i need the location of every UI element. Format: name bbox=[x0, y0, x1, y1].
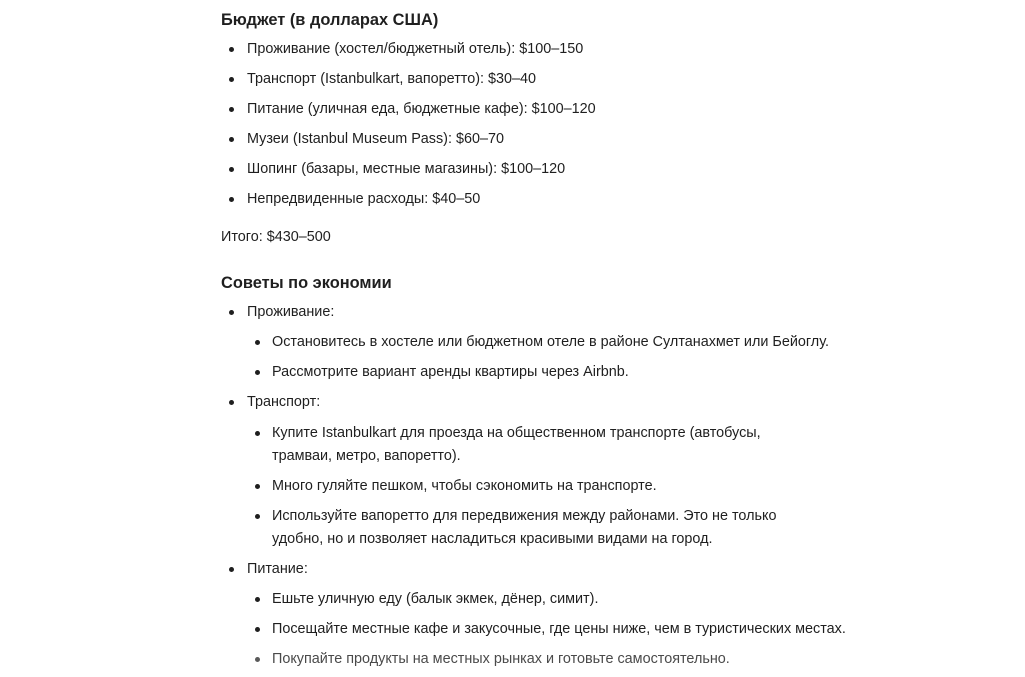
tip-item: Купите Istanbulkart для проезда на общественном транспорте (автобусы, трамваи, метро, вапоретто). bbox=[272, 422, 812, 468]
budget-item-value: $100–120 bbox=[497, 161, 566, 177]
category-colon: : bbox=[303, 561, 308, 577]
budget-total bbox=[221, 226, 331, 249]
budget-item-label: Питание (уличная еда, бюджетные кафе): bbox=[247, 101, 528, 117]
budget-item bbox=[247, 98, 596, 121]
tips-category-food bbox=[247, 558, 308, 581]
tip-item: Много гуляйте пешком, чтобы сэкономить на транспорте. bbox=[272, 475, 657, 498]
budget-total-label: Итого: bbox=[221, 229, 263, 245]
budget-item bbox=[247, 128, 504, 151]
budget-heading: Бюджет (в долларах США) bbox=[221, 11, 439, 29]
budget-item-label: Транспорт (Istanbulkart, вапоретто): bbox=[247, 71, 485, 87]
budget-item bbox=[247, 188, 480, 211]
budget-item-value: $100–120 bbox=[527, 101, 596, 117]
budget-item-label: Проживание (хостел/бюджетный отель): bbox=[247, 41, 516, 57]
category-label: Проживание bbox=[247, 304, 331, 320]
budget-item bbox=[247, 68, 536, 91]
budget-item bbox=[247, 38, 583, 61]
budget-item-label: Шопинг (базары, местные магазины): bbox=[247, 161, 498, 177]
tip-item: Рассмотрите вариант аренды квартиры через Airbnb. bbox=[272, 361, 629, 384]
tip-item: Остановитесь в хостеле или бюджетном отеле в районе Султанахмет или Бейоглу. bbox=[272, 331, 829, 354]
category-colon: : bbox=[316, 394, 321, 410]
budget-item-value: $30–40 bbox=[484, 71, 537, 87]
category-colon: : bbox=[330, 304, 335, 320]
budget-item-value: $40–50 bbox=[428, 191, 481, 207]
category-label: Транспорт bbox=[247, 394, 317, 410]
budget-total-value: $430–500 bbox=[262, 229, 331, 245]
tip-item: Посещайте местные кафе и закусочные, где цены ниже, чем в туристических местах. bbox=[272, 618, 846, 641]
tips-heading: Советы по экономии bbox=[221, 274, 392, 292]
budget-item-value: $100–150 bbox=[515, 41, 584, 57]
budget-item-value: $60–70 bbox=[451, 131, 505, 147]
tip-item: Ешьте уличную еду (балык экмек, дёнер, симит). bbox=[272, 588, 598, 611]
tip-item: Используйте вапоретто для передвижения между районами. Это не только удобно, но и позволяет насладиться красивыми видами на город. bbox=[272, 505, 812, 551]
tips-category-accommodation bbox=[247, 301, 334, 324]
budget-item-label: Музеи (Istanbul Museum Pass): bbox=[247, 131, 452, 147]
category-label: Питание bbox=[247, 561, 304, 577]
tips-category-transport bbox=[247, 391, 320, 414]
tip-item: Покупайте продукты на местных рынках и готовьте самостоятельно. bbox=[272, 648, 730, 671]
budget-item-label: Непредвиденные расходы: bbox=[247, 191, 429, 207]
budget-item bbox=[247, 158, 565, 181]
